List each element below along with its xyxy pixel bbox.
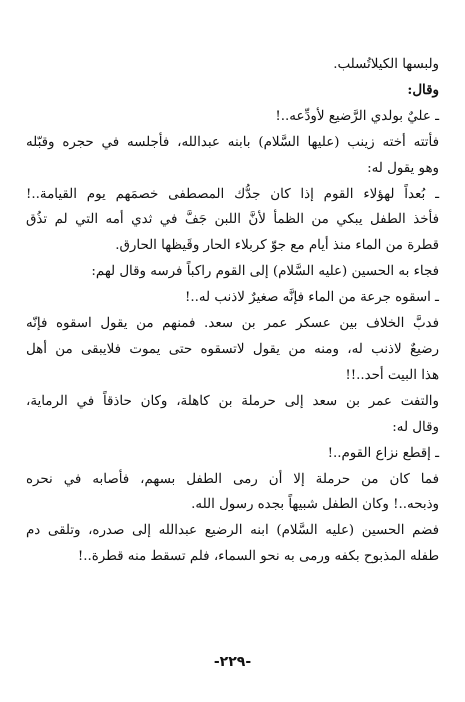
page-number: -٢٢٩-	[213, 654, 252, 670]
text-line: رضيعٌ لاذنب له، ومنه من يقول لاتسقوه حتى يموت فلايبقى من أهل	[26, 341, 439, 357]
text-line: وقال:	[407, 81, 439, 98]
text-line: والتفت عمر بن سعد إلى حرملة بن كاهلة، وكان حاذقاً في الرماية،	[26, 393, 439, 409]
page-body	[26, 52, 439, 570]
text-line: ـ اسقوه جرعة من الماء فإنَّه صغيرٌ لاذنب له..!	[184, 290, 439, 306]
text-line: فضم الحسين (عليه السَّلام) ابنه الرضيع عبدالله إلى صدره، وتلقى دم	[26, 523, 439, 539]
text-line: فأخذ الطفل يبكي من الظمأ لأنَّ اللبن جَفَّ في ثدي أمه التي لم تذُق	[26, 212, 439, 228]
text-line: فأتته أخته زينب (عليها السَّلام) بابنه عبدالله، فأجلسه في حجره وقبّله	[26, 134, 439, 150]
text-line: فجاء به الحسين (عليه السَّلام) إلى القوم راكباً فرسه وقال لهم:	[91, 264, 439, 280]
text-line: وذبحه..! وكان الطفل شبيهاً بجده رسول الله.	[191, 497, 439, 513]
text-line: ـ إقطع نزاع القوم..!	[327, 445, 439, 461]
text-line: فدبَّ الخلاف بين عسكر عمر بن سعد. فمنهم من يقول اسقوه فإنّه	[26, 316, 439, 332]
text-line: ولبسها الكيلاتُسلب.	[333, 57, 439, 72]
text-line: طفله المذبوح بكفه ورمى به نحو السماء، فلم تسقط منه قطرة..!	[77, 549, 439, 565]
text-line: قطرة من الماء منذ أيام مع جوّ كربلاء الحار وقَيظها الحارق.	[115, 238, 439, 254]
text-line: ـ بُعداً لهؤلاء القوم إذا كان جدُّك المصطفى خصمَهم يوم القيامة..!	[26, 186, 439, 202]
text-line: ـ عليٌ بولدي الرَّضيع لأودِّعه..!	[275, 108, 439, 124]
text-line: وقال له:	[392, 419, 439, 435]
text-line: وهو يقول له:	[367, 160, 439, 176]
text-line: هذا البيت أحد..!!	[345, 367, 439, 383]
text-line: فما كان من حرملة إلا أن رمى الطفل بسهم، فأصابه في نحره	[26, 471, 439, 487]
